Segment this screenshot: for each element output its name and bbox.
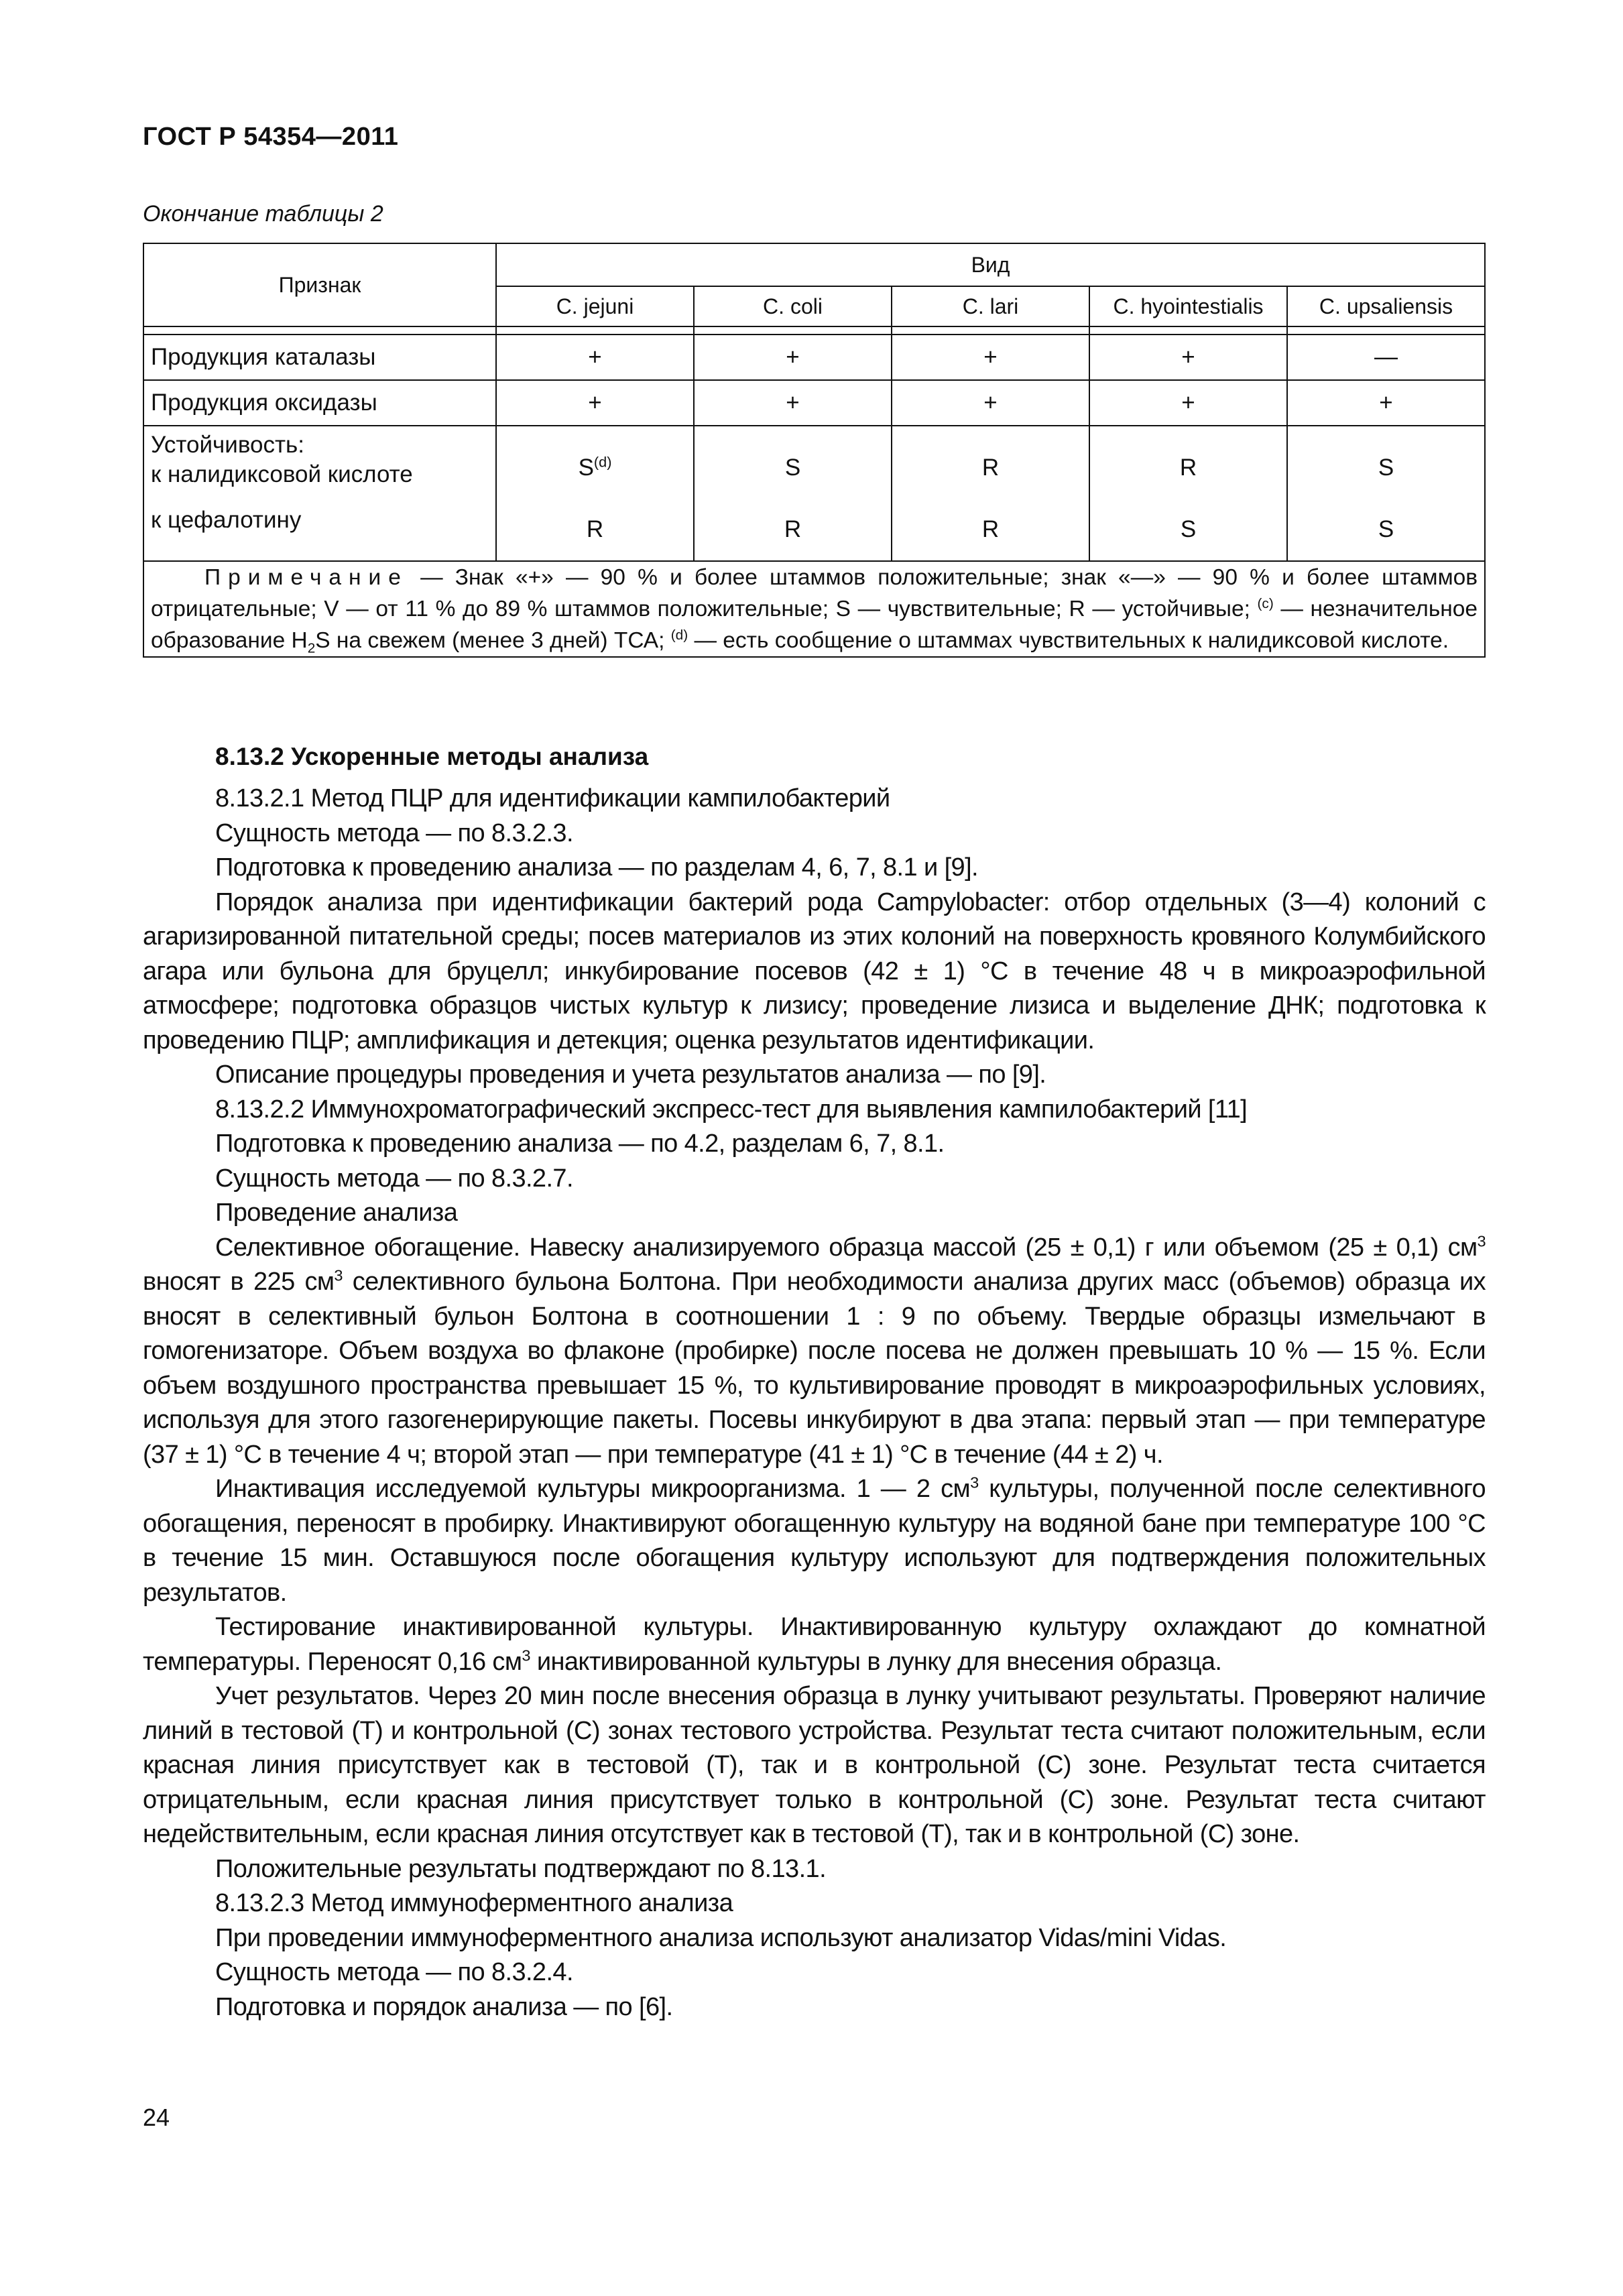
- paragraph: Сущность метода — по 8.3.2.3.: [215, 819, 573, 847]
- col-header-species: Вид: [496, 243, 1485, 286]
- species-header: C. hyointestialis: [1089, 286, 1287, 326]
- table-note: Примечание — Знак «+» — 90 % и более штаммов положительные; знак «—» — 90 % и более штаммов отрицательные; V — от 11 % до 89 % штаммов положительные; S — чувствительные; R — устойчивые; $^{(c)}$ — незначительное образование $H_2S$ на свежем (менее 3 дней) ТСА; $^{(d)}$ — есть сообщение о штаммах чувствительных к налидиксовой кислоте.: [143, 561, 1485, 657]
- table-cell: +: [694, 380, 892, 426]
- row-sublabel: к цефалотину: [151, 507, 302, 533]
- table-cell: R: [981, 455, 1000, 481]
- table-cell: S: [1180, 516, 1197, 542]
- table-cell: S: [784, 455, 801, 481]
- table-cell: R: [981, 516, 1000, 542]
- table-cell: R: [586, 516, 604, 542]
- table-cell: —: [1287, 335, 1485, 380]
- row-label: Продукция оксидазы: [143, 380, 496, 426]
- page-number: 24: [143, 2104, 170, 2131]
- paragraph: 8.13.2.2 Иммунохроматографический экспресс-тест для выявления кампилобактерий [11]: [215, 1095, 1248, 1124]
- col-header-sign: Признак: [143, 243, 496, 326]
- paragraph: Сущность метода — по 8.3.2.7.: [215, 1164, 573, 1193]
- table-row-resistance: [143, 426, 1485, 561]
- table-cell: R: [1179, 455, 1197, 481]
- paragraph-inactivation: Инактивация исследуемой культуры микроорганизма. 1 — 2 $см^3$ культуры, полученной после селективного обогащения, переносят в пробирку. Инактивируют обогащенную культуру на водяной бане при температуре 100 °С в течение 15 мин. Оставшуюся после обогащения культуру используют для подтверждения положительных результатов.: [143, 1473, 1486, 1607]
- paragraph: Подготовка и порядок анализа — по [6].: [215, 1992, 673, 2021]
- species-header: C. upsaliensis: [1287, 286, 1485, 326]
- table-cell: S: [1378, 455, 1394, 481]
- paragraph: Подготовка к проведению анализа — по 4.2, разделам 6, 7, 8.1.: [215, 1130, 945, 1158]
- table-cell: S: [578, 455, 594, 481]
- table-cell: +: [496, 335, 694, 380]
- row-label: Устойчивость:: [151, 432, 304, 458]
- row-label: Продукция каталазы: [143, 335, 496, 380]
- table-row: [143, 380, 1485, 426]
- table-cell: +: [694, 335, 892, 380]
- paragraph: 8.13.2.3 Метод иммуноферментного анализа: [215, 1889, 733, 1917]
- row-sublabel: к налидиксовой кислоте: [151, 461, 413, 487]
- paragraph: Положительные результаты подтверждают по 8.13.1.: [215, 1854, 827, 1883]
- document-code: ГОСТ Р 54354—2011: [143, 123, 399, 151]
- species-header: C. jejuni: [496, 286, 694, 326]
- body-text: [143, 782, 1486, 2025]
- footnote-mark: (d): [593, 453, 612, 471]
- table-cell: +: [892, 335, 1089, 380]
- paragraph-testing: Тестирование инактивированной культуры. Инактивированную культуру охлаждают до комнатной температуры. Переносят 0,16 $см^3$ инактивированной культуры в лунку для внесения образца.: [143, 1613, 1486, 1676]
- table-cell: S: [1378, 516, 1394, 542]
- section-title: 8.13.2 Ускоренные методы анализа: [215, 743, 649, 770]
- paragraph: Проведение анализа: [215, 1199, 458, 1227]
- table-row: [143, 335, 1485, 380]
- paragraph: Порядок анализа при идентификации бактерий рода Campylobacter: отбор отдельных (3—4) колоний с агаризированной питательной среды; посев материалов из этих колоний на поверхность кровяного Колумбийского агара или бульона для бруцелл; инкубирование посевов (42 ± 1) °С в течение 48 ч в микроаэрофильной атмосфере; подготовка образцов чистых культур к лизису; проведение лизиса и выделение ДНК; подготовка к проведению ПЦР; амплификация и детекция; оценка результатов идентификации.: [143, 888, 1486, 1054]
- species-header: C. lari: [892, 286, 1089, 326]
- table-cell: R: [784, 516, 802, 542]
- paragraph: Описание процедуры проведения и учета результатов анализа — по [9].: [215, 1061, 1046, 1089]
- table-cell: +: [1089, 335, 1287, 380]
- table-cell: +: [892, 380, 1089, 426]
- paragraph: Сущность метода — по 8.3.2.4.: [215, 1958, 573, 1986]
- table-caption: Окончание таблицы 2: [143, 201, 383, 227]
- table-cell: +: [1287, 380, 1485, 426]
- paragraph-enrichment: Селективное обогащение. Навеску анализируемого образца массой (25 ± 0,1) г или объемом (25 ± 0,1) $см^3$ вносят в 225 $см^3$ селективного бульона Болтона. При необходимости анализа других масс (объемов) образца их вносят в селективный бульон Болтона в соотношении 1 : 9 по объему. Твердые образцы измельчают в гомогенизаторе. Объем воздуха во флаконе (пробирке) после посева не должен превышать 10 % — 15 %. Если объем воздушного пространства превышает 15 %, то культивирование проводят в микроаэрофильных условиях, используя для этого газогенерирующие пакеты. Посевы инкубируют в два этапа: первый этап — при температуре (37 ± 1) °С в течение 4 ч; второй этап — при температуре (41 ± 1) °С в течение (44 ± 2) ч.: [143, 1231, 1486, 1469]
- note-label: Примечание: [204, 565, 408, 590]
- paragraph: При проведении иммуноферментного анализа используют анализатор Vidas/mini Vidas.: [215, 1923, 1227, 1952]
- table-cell: +: [496, 380, 694, 426]
- paragraph: 8.13.2.1 Метод ПЦР для идентификации кампилобактерий: [215, 784, 890, 812]
- species-table: [143, 243, 1486, 658]
- species-header: C. coli: [694, 286, 892, 326]
- paragraph: Подготовка к проведению анализа — по разделам 4, 6, 7, 8.1 и [9].: [215, 853, 978, 882]
- table-cell: +: [1089, 380, 1287, 426]
- paragraph: Учет результатов. Через 20 мин после внесения образца в лунку учитывают результаты. Проверяют наличие линий в тестовой (Т) и контрольной (С) зонах тестового устройства. Результат теста считают положительным, если красная линия присутствует как в тестовой (Т), так и в контрольной (С) зоне. Результат теста считается отрицательным, если красная линия присутствует только в контрольной (С) зоне. Результат теста считают недействительным, если красная линия отсутствует как в тестовой (Т), так и в контрольной (С) зоне.: [143, 1682, 1486, 1848]
